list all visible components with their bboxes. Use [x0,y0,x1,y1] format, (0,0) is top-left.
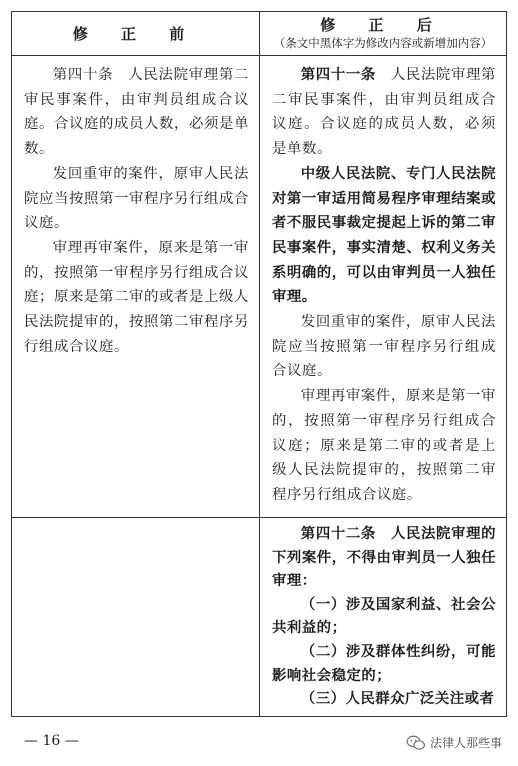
comparison-table [11,11,507,717]
after-paragraph-4: 审理再审案件，原来是第一审的，按照第一审程序另行组成合议庭；原来是第二审的或者是上级人民法院提审的，按照第二审程序另行组成合议庭。 [272,388,496,503]
article-number: 第四十一条 [300,67,376,83]
after-article-41-cell [260,56,506,508]
wechat-icon [406,735,426,751]
after-article-42-item-2: （二）涉及群体性纠纷，可能影响社会稳定的； [272,643,496,684]
after-paragraph-3: 发回重审的案件，原审人民法院应当按照第一审程序另行组成合议庭。 [272,314,496,380]
after-article-42-item-3: （三）人民群众广泛关注或者 [300,691,495,708]
header-before-label: 修 正 前 [72,25,199,43]
page-number: — 16 — [24,733,79,749]
after-article-42-p1: 第四十二条 人民法院审理的下列案件，不得由审判员一人独任审理： [272,526,496,590]
before-paragraph: 发回重审的案件，原审人民法院应当按照第一审程序另行组成合议庭。 [24,165,249,232]
before-article-40-cell [12,56,259,359]
header-before [12,12,259,55]
after-article-42-cell [260,518,506,712]
before-paragraph: 审理再审案件，原来是第一审的，按照第一审程序另行组成合议庭；原来是第二审的或者是上级人民法院提审的，按照第二审程序另行组成合议庭。 [24,239,249,355]
watermark-brand [406,734,502,751]
header-after-note: （条文中黑体字为修改内容或新增加内容） [273,36,493,50]
after-paragraph-1-text: 人民法院审理第二审民事案件，由审判员组成合议庭。合议庭的成员人数，必须是单数。 [272,67,496,158]
brand-name: 法律人那些事 [429,736,502,750]
after-paragraph-new: 中级人民法院、专门人民法院对第一审适用简易程序审理结案或者不服民事裁定提起上诉的第二审民事案件，事实清楚、权利义务关系明确的，可以由审判员一人独任审理。 [272,165,496,306]
header-after-label: 修 正 后 [320,16,446,34]
after-article-42-item-1: （一）涉及国家利益、社会公共利益的； [272,596,496,637]
before-paragraph: 第四十条 人民法院审理第二审民事案件，由审判员组成合议庭。合议庭的成员人数，必须是单数。 [24,67,249,158]
after-paragraph-1 [272,63,496,162]
header-after [260,12,506,55]
